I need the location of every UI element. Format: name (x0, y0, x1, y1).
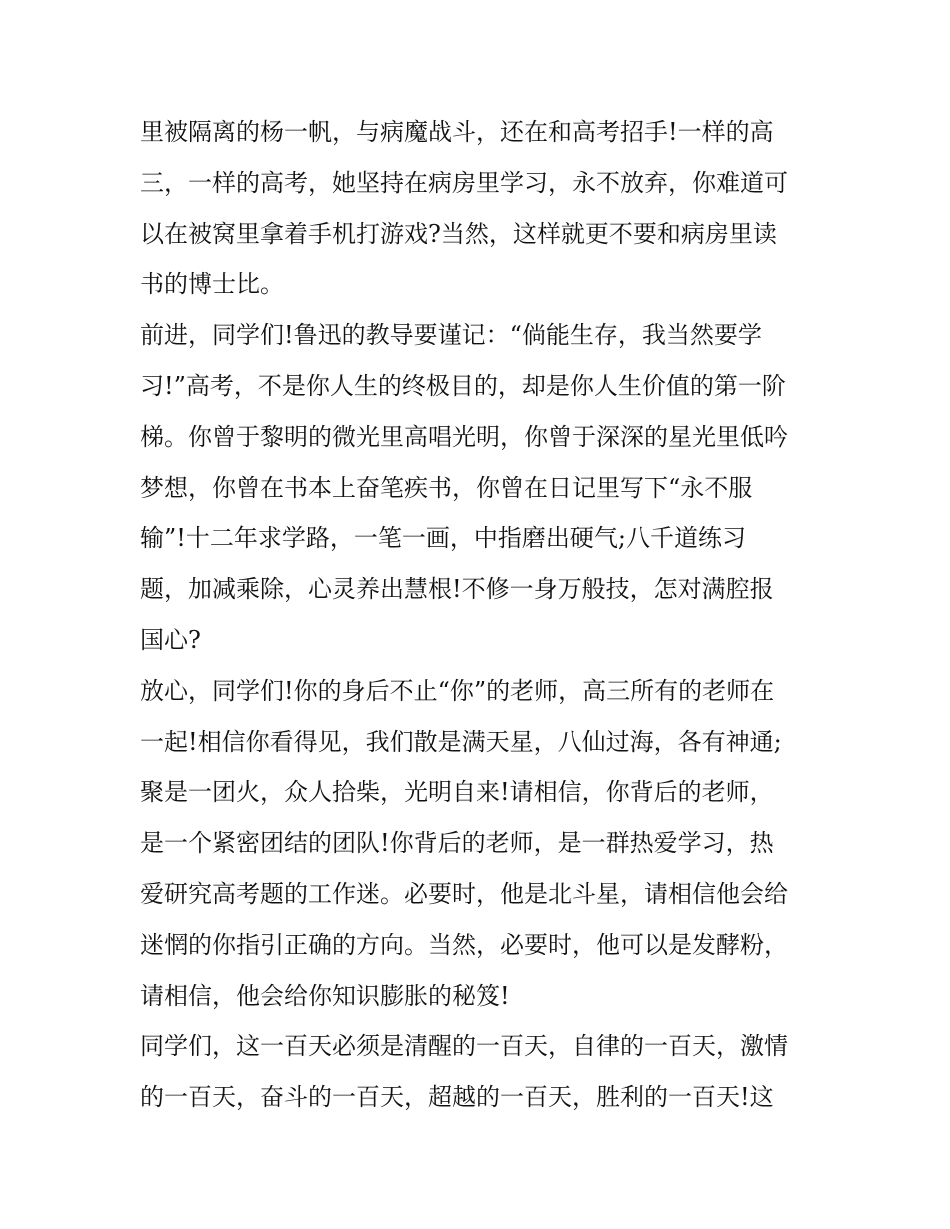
text-line: 请相信，他会给你知识膨胀的秘笈! (140, 981, 510, 1010)
text-line: 爱研究高考题的工作迷。必要时，他是北斗星，请相信他会给 (140, 879, 788, 908)
text-line: 习!”高考，不是你人生的终极目的，却是你人生价值的第一阶 (140, 371, 786, 400)
text-line: 输”!十二年求学路，一笔一画，中指磨出硬气;八千道练习 (140, 524, 746, 553)
text-line: 前进，同学们!鲁迅的教导要谨记：“倘能生存，我当然要学 (140, 321, 762, 350)
text-line: 聚是一团火，众人拾柴，光明自来!请相信，你背后的老师， (140, 778, 774, 807)
text-line: 题，加减乘除，心灵养出慧根!不修一身万般技，怎对满腔报 (140, 575, 774, 604)
text-line: 以在被窝里拿着手机打游戏?当然，这样就更不要和病房里读 (140, 219, 777, 248)
text-line: 一起!相信你看得见，我们散是满天星，八仙过海，各有神通; (140, 727, 782, 756)
text-line: 里被隔离的杨一帆，与病魔战斗，还在和高考招手!一样的高 (140, 118, 774, 146)
text-line: 同学们，这一百天必须是清醒的一百天，自律的一百天，激情 (140, 1032, 788, 1061)
text-line: 梦想，你曾在书本上奋笔疾书，你曾在日记里写下“永不服 (140, 473, 753, 502)
text-line: 的一百天，奋斗的一百天，超越的一百天，胜利的一百天!这 (140, 1083, 774, 1112)
text-line: 迷惘的你指引正确的方向。当然，必要时，他可以是发酵粉， (140, 930, 788, 959)
text-line: 是一个紧密团结的团队!你背后的老师，是一群热爱学习，热 (140, 829, 774, 858)
text-line: 梯。你曾于黎明的微光里高唱光明，你曾于深深的星光里低吟 (140, 422, 788, 451)
body-text (140, 107, 840, 1123)
text-line: 放心，同学们!你的身后不止“你”的老师，高三所有的老师在 (140, 676, 775, 705)
text-line: 三，一样的高考，她坚持在病房里学习，永不放弃，你难道可 (140, 168, 788, 197)
text-line: 书的博士比。 (140, 270, 284, 299)
text-line: 国心? (140, 625, 201, 654)
